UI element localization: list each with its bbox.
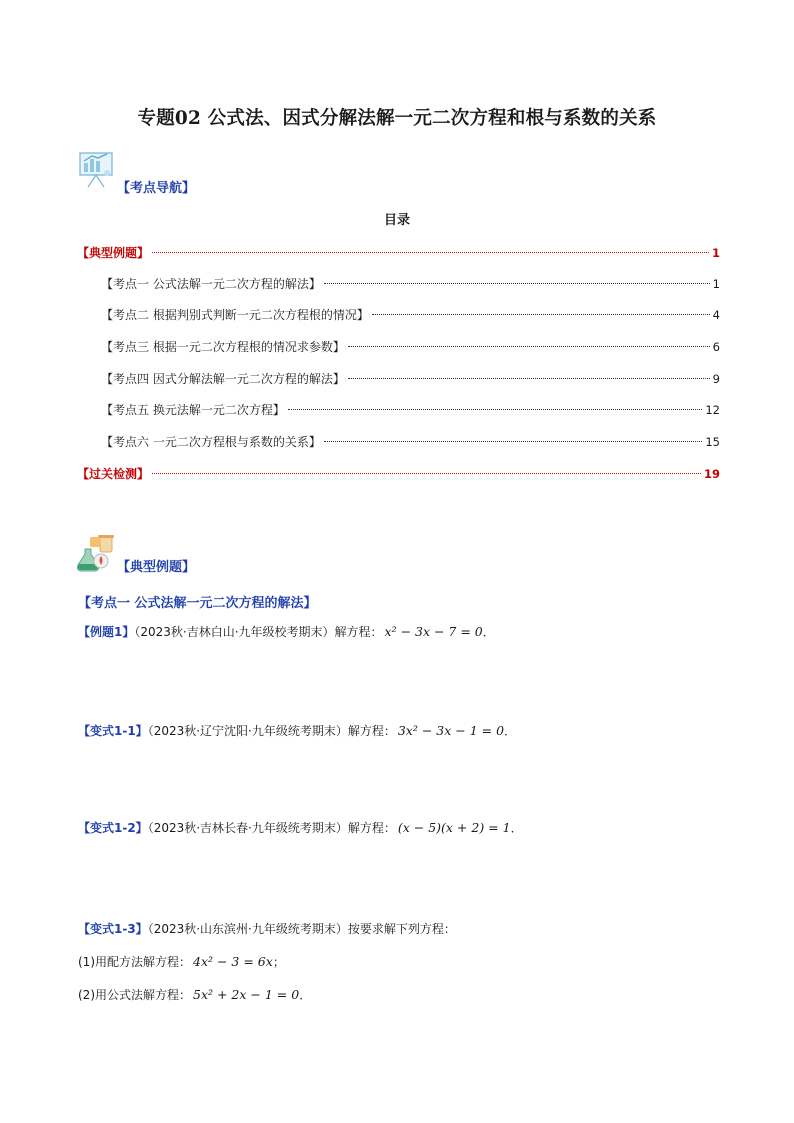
problem-equation: 3x² − 3x − 1 = 0	[397, 723, 505, 738]
toc-page-number: 4	[712, 308, 720, 322]
toc-item-label: 【考点六 一元二次方程根与系数的关系】	[101, 435, 321, 449]
problem-source: （2023秋·吉林长春·九年级统考期末）解方程：	[147, 821, 396, 835]
problem-equation: x² − 3x − 7 = 0	[384, 624, 483, 639]
problem-equation: (x − 5)(x + 2) = 1	[397, 820, 511, 835]
sub-part-1	[78, 953, 285, 970]
sub-part-text: (2)用公式法解方程：	[78, 988, 191, 1002]
toc-item-kaodian-1[interactable]	[101, 275, 720, 293]
variant-1-1	[78, 722, 516, 739]
kaodian-heading: 【考点一 公式法解一元二次方程的解法】	[78, 596, 317, 611]
page-title: 专题02 公式法、因式分解法解一元二次方程和根与系数的关系	[137, 108, 657, 129]
problem-tag: 【例题1】	[78, 625, 135, 639]
sub-part-2	[78, 986, 311, 1003]
toc-leader	[372, 314, 710, 315]
sub-part-equation: 5x² + 2x − 1 = 0	[193, 987, 300, 1002]
problem-tag: 【变式1-1】	[78, 724, 148, 738]
toc-leader	[152, 473, 701, 474]
toc-leader	[324, 283, 710, 284]
sub-part-end: ；	[272, 955, 285, 969]
toc-leader	[288, 409, 703, 410]
toc-page-number: 1	[712, 277, 720, 291]
toc-leader	[152, 252, 709, 253]
problem-end: ．	[510, 821, 523, 835]
toc-item-label: 【考点一 公式法解一元二次方程的解法】	[101, 277, 321, 291]
toc-item-label: 【考点四 因式分解法解一元二次方程的解法】	[101, 372, 345, 386]
toc-item-checkpoint-test[interactable]	[77, 465, 720, 483]
problem-end: ．	[504, 724, 517, 738]
problem-tag: 【变式1-3】	[78, 922, 148, 936]
variant-1-2	[78, 819, 523, 836]
sub-part-end: ．	[299, 988, 312, 1002]
toc-item-label: 【典型例题】	[77, 246, 150, 260]
toc-page-number: 15	[705, 435, 720, 449]
sub-part-equation: 4x² − 3 = 6x	[193, 954, 273, 969]
toc-item-typical-examples[interactable]	[77, 244, 720, 262]
toc-title: 目录	[383, 213, 410, 228]
problem-source: （2023秋·吉林白山·九年级校考期末）解方程：	[134, 625, 383, 639]
toc-page-number: 1	[711, 246, 720, 260]
toc-page-number: 12	[705, 403, 720, 417]
toc-item-label: 【过关检测】	[77, 467, 150, 481]
toc-item-kaodian-4[interactable]	[101, 370, 720, 388]
toc-page-number: 19	[703, 467, 720, 481]
flask-icon	[76, 534, 116, 574]
presentation-board-icon	[76, 149, 116, 189]
toc-leader	[348, 346, 710, 347]
variant-1-3	[78, 920, 456, 937]
problem-tag: 【变式1-2】	[78, 821, 148, 835]
toc-item-kaodian-3[interactable]	[101, 338, 720, 356]
toc-item-label: 【考点三 根据一元二次方程根的情况求参数】	[101, 340, 345, 354]
nav-heading: 【考点导航】	[117, 181, 196, 196]
problem-source: （2023秋·辽宁沈阳·九年级统考期末）解方程：	[147, 724, 396, 738]
section-heading: 【典型例题】	[117, 560, 196, 575]
toc-leader	[324, 441, 703, 442]
toc-leader	[348, 378, 710, 379]
toc-item-label: 【考点五 换元法解一元二次方程】	[101, 403, 285, 417]
problem-source: （2023秋·山东滨州·九年级统考期末）按要求解下列方程：	[147, 922, 456, 936]
sub-part-text: (1)用配方法解方程：	[78, 955, 191, 969]
toc-item-kaodian-6[interactable]	[101, 433, 720, 451]
toc-item-label: 【考点二 根据判别式判断一元二次方程根的情况】	[101, 308, 369, 322]
toc-item-kaodian-5[interactable]	[101, 401, 720, 419]
toc-item-kaodian-2[interactable]	[101, 306, 720, 324]
toc-page-number: 9	[712, 372, 720, 386]
problem-end: ．	[482, 625, 495, 639]
example-1	[78, 623, 495, 640]
toc-page-number: 6	[712, 340, 720, 354]
